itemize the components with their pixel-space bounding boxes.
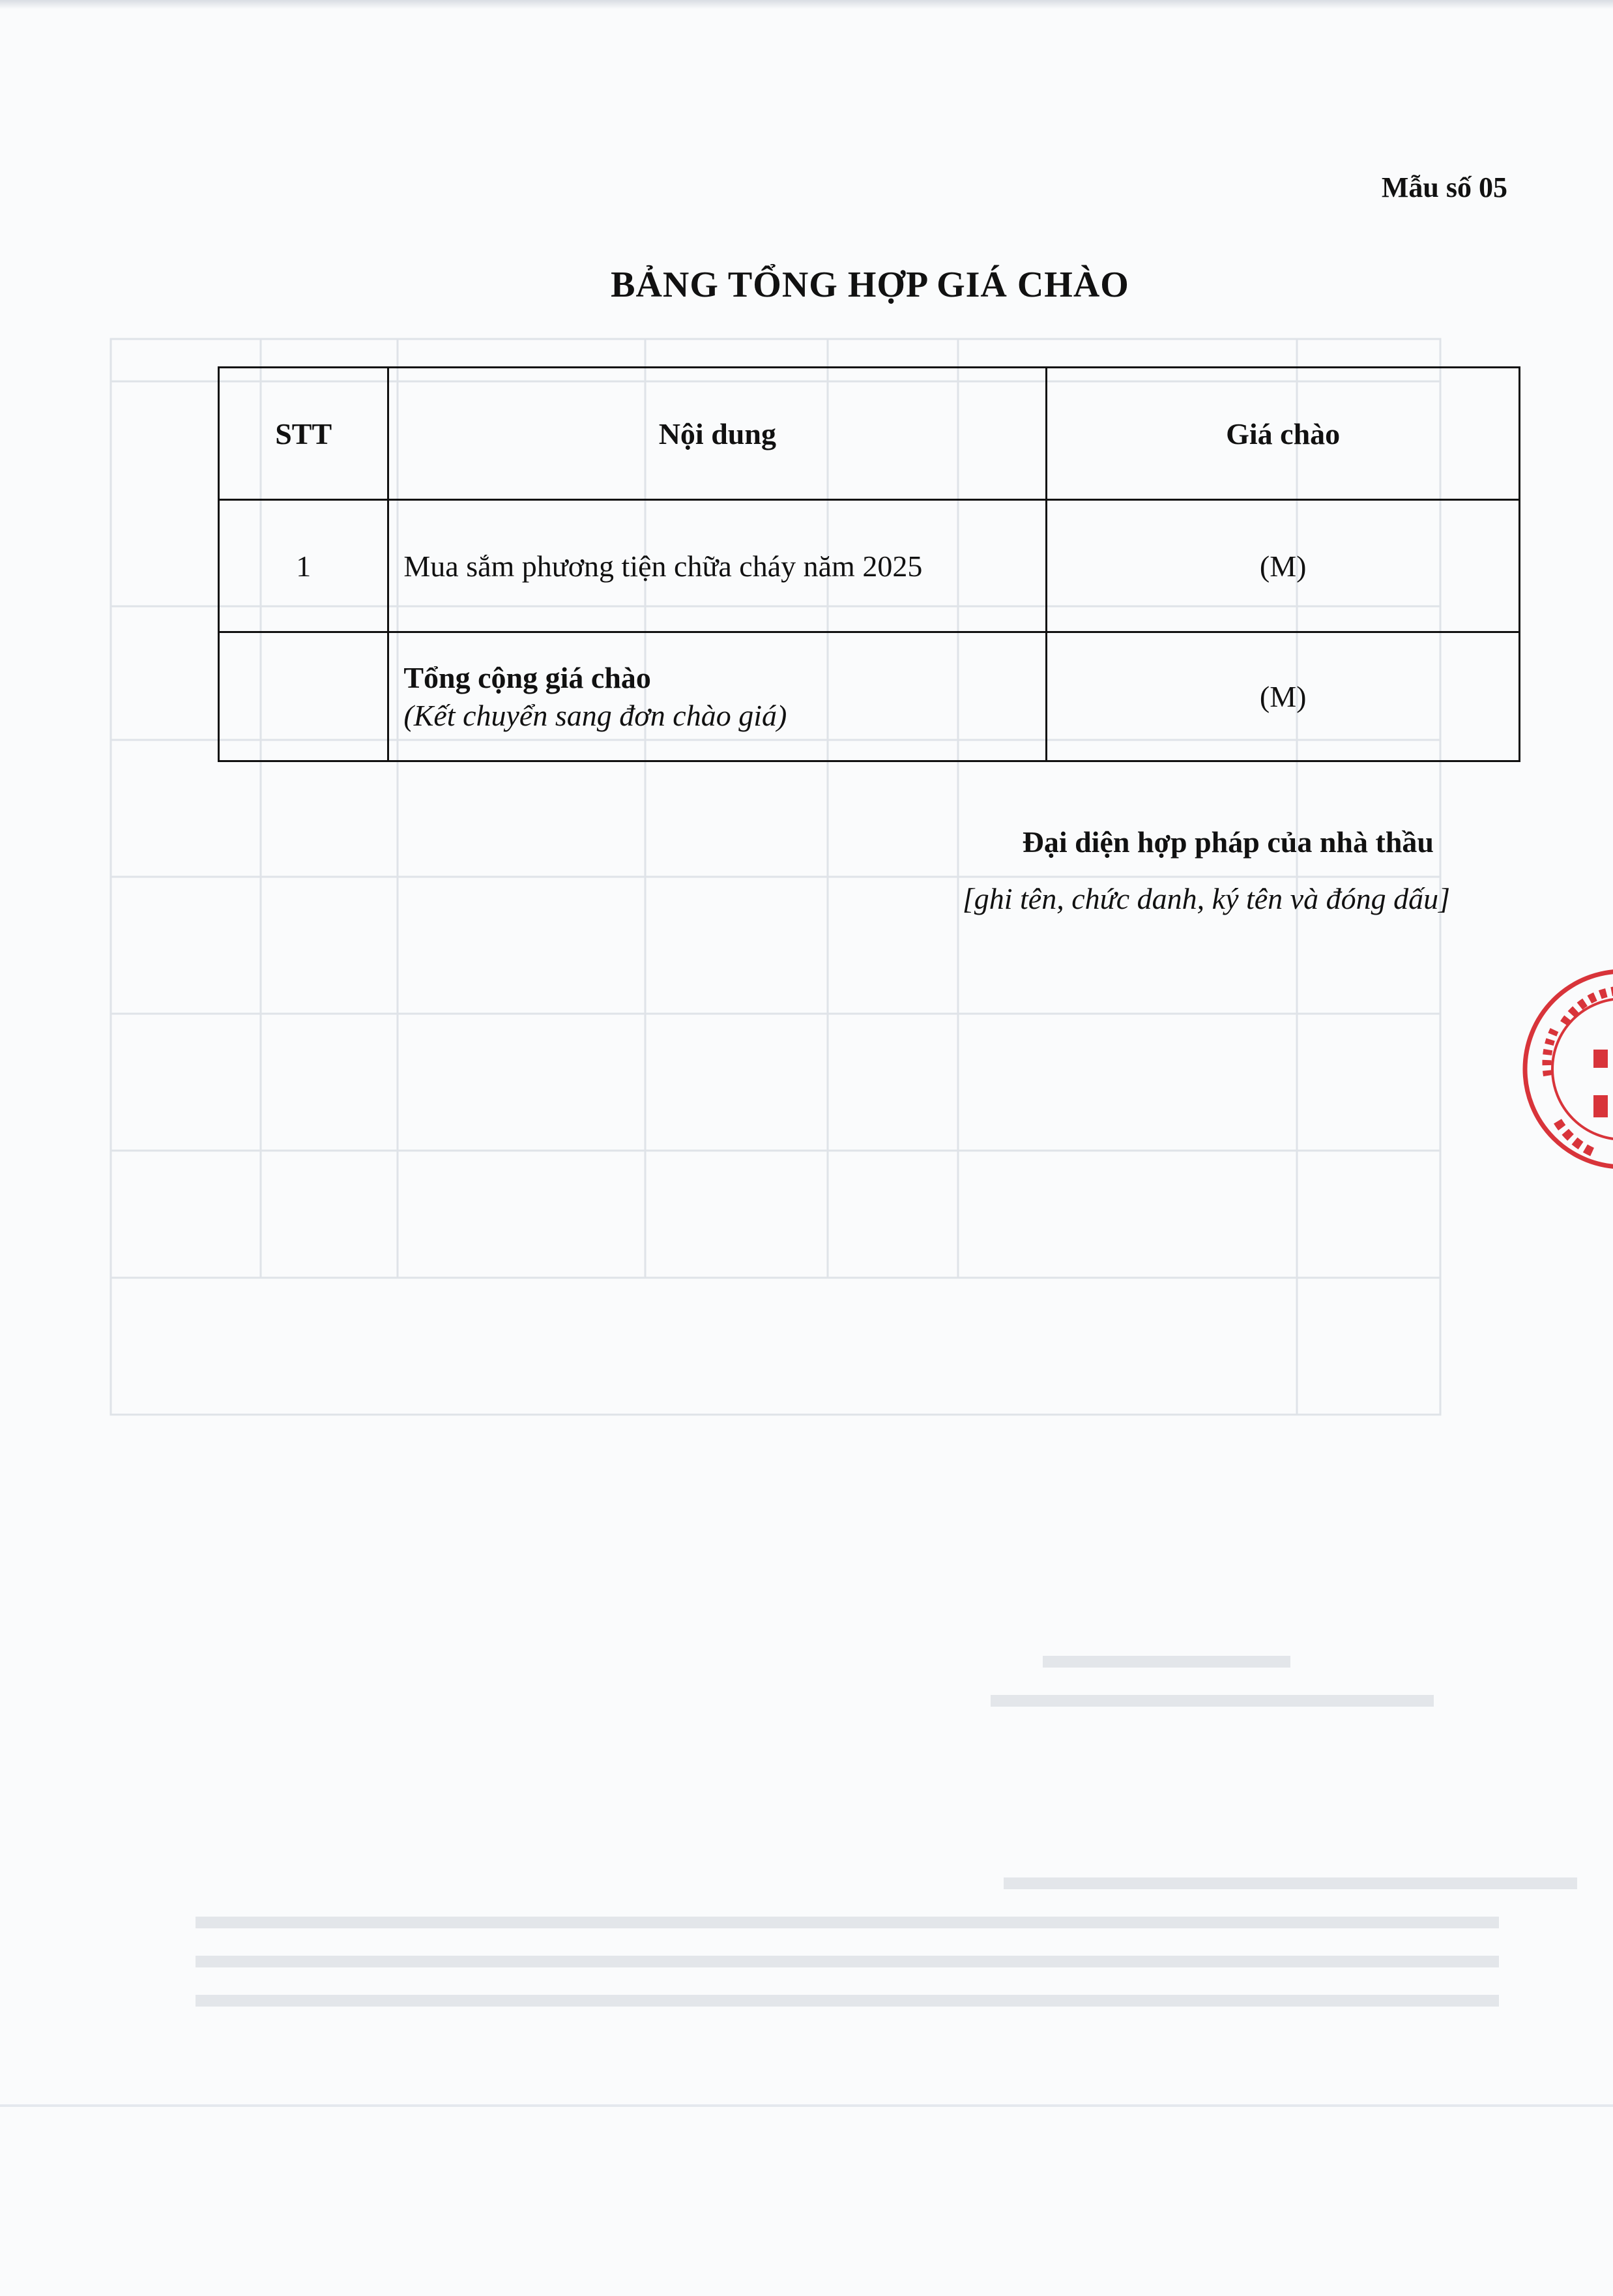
signature-title: Đại diện hợp pháp của nhà thầu [1022,825,1434,859]
document-title: BẢNG TỔNG HỢP GIÁ CHÀO [611,265,1129,305]
table-row [219,500,1520,632]
total-content-cell [388,632,1047,761]
scan-edge-bottom [0,2104,1613,2107]
row-stt: 1 [219,500,388,632]
total-label: Tổng cộng giá chào [403,661,651,694]
column-header-content: Nội dung [388,368,1047,500]
total-note: (Kết chuyển sang đơn chào giá) [403,698,787,732]
form-code: Mẫu số 05 [1381,171,1507,203]
company-seal-icon [1519,945,1613,1193]
total-price: (M) [1047,632,1520,761]
row-content: Mua sắm phương tiện chữa cháy năm 2025 [388,500,1047,632]
signature-note: [ghi tên, chức danh, ký tên và đóng dấu] [962,882,1450,915]
row-price: (M) [1047,500,1520,632]
price-summary-table [218,366,1520,762]
table-header-row [219,368,1520,500]
scan-edge-top [0,0,1613,9]
column-header-price: Giá chào [1047,368,1520,500]
column-header-stt: STT [219,368,388,500]
total-row [219,632,1520,761]
total-stt-cell [219,632,388,761]
